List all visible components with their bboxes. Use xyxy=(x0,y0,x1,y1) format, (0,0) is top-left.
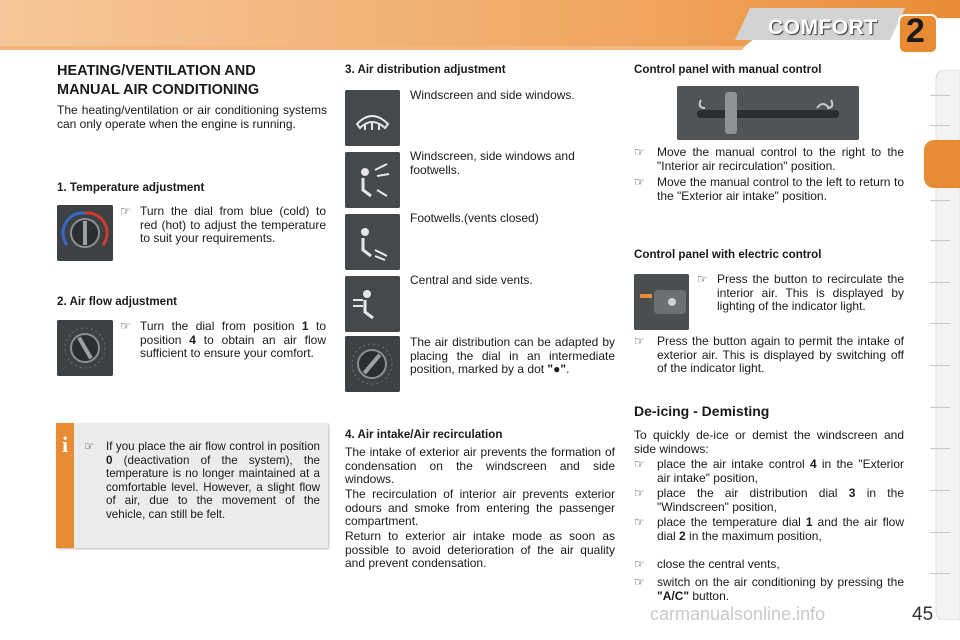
instruction-text: Turn the dial from position 1 to position 4 to obtain an air flow sufficient to ensure your comfort. xyxy=(140,319,327,360)
intake-paragraph-3: Return to exterior air intake mode as soon as possible to avoid deterioration of the air quality and prevent condensation. xyxy=(345,529,615,570)
bullet-text: place the temperature dial 1 and the air flow dial 2 in the maximum position, xyxy=(657,515,904,543)
manual-control-bullet-1 xyxy=(634,146,904,173)
temperature-instruction xyxy=(120,205,326,246)
pointing-hand-icon: ☞ xyxy=(84,440,95,453)
bullet-text: Move the manual control to the right to the "Interior air recirculation" position. xyxy=(657,145,904,173)
bullet-text: place the air distribution dial 3 in the "Windscreen" position, xyxy=(657,486,904,514)
bullet-text: Press the button to recirculate the interior air. This is displayed by lighting of the indicator light. xyxy=(717,272,904,313)
page-heading xyxy=(57,62,327,100)
pointing-hand-icon: ☞ xyxy=(634,486,645,500)
index-tab-divider xyxy=(930,573,950,574)
watermark: carmanualsonline.info xyxy=(650,604,826,624)
pointing-hand-icon: ☞ xyxy=(120,319,131,333)
electric-control-heading: Control panel with electric control xyxy=(634,248,822,261)
pointing-hand-icon: ☞ xyxy=(634,515,645,529)
pointing-hand-icon: ☞ xyxy=(697,272,708,286)
pointing-hand-icon: ☞ xyxy=(634,175,645,189)
manual-control-image xyxy=(677,86,859,140)
info-icon: i xyxy=(61,432,69,457)
info-note xyxy=(84,440,320,521)
manual-control-bullet-2 xyxy=(634,176,904,203)
defog-step-2 xyxy=(634,487,904,514)
intake-paragraph-1: The intake of exterior air prevents the formation of condensation on the windscreen and side windows. xyxy=(345,445,615,486)
distribution-item-3: Footwells.(vents closed) xyxy=(410,211,539,225)
temperature-heading: 1. Temperature adjustment xyxy=(57,181,205,194)
index-tab-divider xyxy=(930,323,950,324)
chapter-number: 2 xyxy=(906,12,925,50)
index-tab-divider xyxy=(930,282,950,283)
bullet-text: close the central vents, xyxy=(657,557,780,571)
index-tab-divider xyxy=(930,200,950,201)
distribution-item-1: Windscreen and side windows. xyxy=(410,88,575,102)
active-chapter-tab[interactable] xyxy=(924,140,960,188)
index-tab-divider xyxy=(930,365,950,366)
intake-paragraph-2: The recirculation of interior air prevents exterior odours and smoke from entering the passenger compartment. xyxy=(345,487,615,528)
manual-control-heading: Control panel with manual control xyxy=(634,63,822,76)
heading-line: HEATING/VENTILATION AND xyxy=(57,63,256,79)
intro-paragraph: The heating/ventilation or air conditioning systems can only operate when the engine is running. xyxy=(57,103,327,131)
index-tab-divider xyxy=(930,240,950,241)
central-vents-icon xyxy=(345,276,400,332)
bullet-text: place the air intake control 4 in the "Exterior air intake" position, xyxy=(657,457,904,485)
section-title: COMFORT xyxy=(768,16,878,39)
distribution-dial-image xyxy=(345,336,400,392)
electric-control-bullet-2 xyxy=(634,335,904,376)
defog-step-5 xyxy=(634,576,904,603)
airflow-heading: 2. Air flow adjustment xyxy=(57,295,178,308)
info-note-text: If you place the air flow control in position 0 (deactivation of the system), the temperature is no longer maintained at a comfortable level. However, a slight flow of air, due to the movement of the vehicle, can still be felt. xyxy=(106,440,320,521)
electric-control-bullet-1 xyxy=(697,273,904,314)
bullet-text: Move the manual control to the left to return to the "Exterior air intake" position. xyxy=(657,175,904,203)
heading-line: MANUAL AIR CONDITIONING xyxy=(57,82,260,98)
bullet-text: switch on the air conditioning by pressing the "A/C" button. xyxy=(657,575,904,603)
index-tab-divider xyxy=(930,125,950,126)
airflow-dial-image xyxy=(57,320,113,376)
index-tab-divider xyxy=(930,448,950,449)
defog-step-1 xyxy=(634,458,904,485)
distribution-note: The air distribution can be adapted by placing the dial in an intermediate position, marked by a dot "●". xyxy=(410,335,615,376)
bullet-text: Press the button again to permit the intake of exterior air. This is displayed by switching off of the indicator light. xyxy=(657,334,904,375)
index-tab-divider xyxy=(930,407,950,408)
defog-intro: To quickly de-ice or demist the windscreen and side windows: xyxy=(634,428,904,456)
defog-step-4 xyxy=(634,558,904,572)
windscreen-footwell-icon xyxy=(345,152,400,208)
defog-heading: De-icing - Demisting xyxy=(634,403,770,419)
index-tab-divider xyxy=(930,532,950,533)
windscreen-demist-icon xyxy=(345,90,400,146)
distribution-heading: 3. Air distribution adjustment xyxy=(345,63,506,76)
instruction-text: Turn the dial from blue (cold) to red (hot) to adjust the temperature to suit your requirements. xyxy=(140,204,326,245)
pointing-hand-icon: ☞ xyxy=(634,557,645,571)
pointing-hand-icon: ☞ xyxy=(120,204,131,218)
pointing-hand-icon: ☞ xyxy=(634,145,645,159)
page-number: 45 xyxy=(912,604,934,625)
index-tab-divider xyxy=(930,490,950,491)
airflow-instruction xyxy=(120,320,326,361)
pointing-hand-icon: ☞ xyxy=(634,457,645,471)
distribution-item-4: Central and side vents. xyxy=(410,273,533,287)
defog-step-3 xyxy=(634,516,904,543)
temperature-dial-image xyxy=(57,205,113,261)
distribution-item-2: Windscreen, side windows and footwells. xyxy=(410,149,575,177)
electric-control-image xyxy=(634,274,689,330)
footwell-icon xyxy=(345,214,400,270)
pointing-hand-icon: ☞ xyxy=(634,334,645,348)
index-tab-divider xyxy=(930,95,950,96)
intake-heading: 4. Air intake/Air recirculation xyxy=(345,428,503,441)
pointing-hand-icon: ☞ xyxy=(634,575,645,589)
